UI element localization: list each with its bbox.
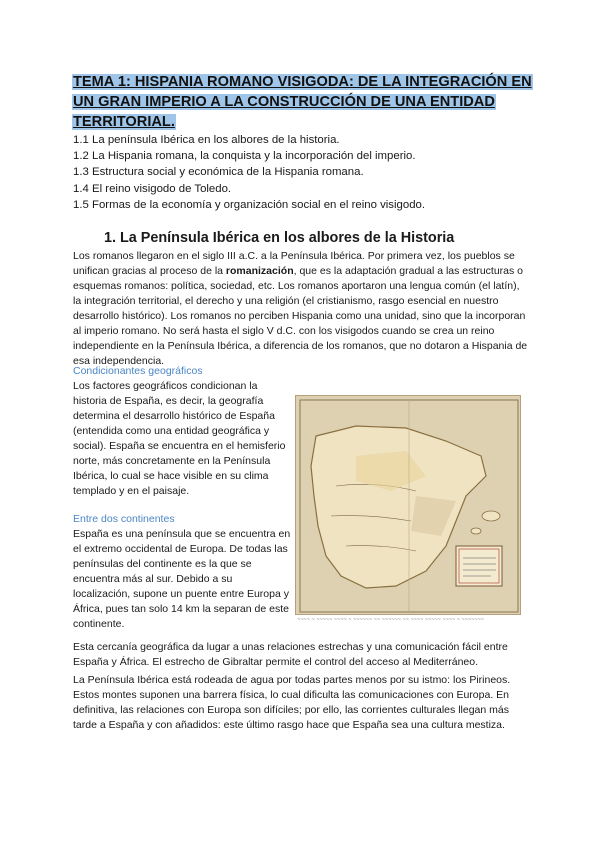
table-of-contents: [73, 132, 533, 213]
map-caption: ~~~~ ~ ~~~~~ ~~~~ ~ ~~~~~~ ~~ ~~~~~~ ~~ ~~~~ ~~~~~ ~~~~ ~ ~~~~~~~: [297, 617, 484, 623]
toc-item: 1.1 La península Ibérica en los albores de la historia.: [73, 134, 340, 146]
continents-continuation: Esta cercanía geográfica da lugar a unas relaciones estrechas y una comunicación fácil entre España y África. El estrecho de Gibraltar permite el control del acceso al Mediterráneo.: [73, 641, 508, 668]
isthmus-paragraph: La Península Ibérica está rodeada de agua por todas partes menos por su istmo: los Pirineos. Estos montes suponen una barrera física, lo cual dificulta las comunicaciones con Europa. En definitiva, las relaciones con Europa son difíciles; por ello, las corrientes culturales llegan más tarde a España y con añadidos: este último rasgo hace que España sea una cultura mestiza.: [73, 674, 511, 731]
toc-item: 1.4 El reino visigodo de Toledo.: [73, 182, 232, 195]
map-image: [295, 395, 521, 615]
intro-part2: , que es la adaptación gradual a las estructuras o esquemas romanos: política, sociedad, etc. Los romanos aportaron una lengua común (el latín), la integración territorial, el derecho y una religión (el cristianismo, rasgo esencial en nuestro desarrollo histórico). Los romanos no perciben Hispania como una unidad, sino que la incorporan al imperio romano. No será hasta el siglo V d.C. con los visigodos cuando se crea un reino independiente en la Península Ibérica, a diferencia de los romanos, que no dotaron a Hispania de esa independencia.: [73, 265, 528, 367]
iberia-map-illustration: [296, 396, 521, 615]
intro-bold-term: romanización: [225, 265, 294, 277]
toc-item: 1.3 Estructura social y económica de la Hispania romana.: [73, 166, 364, 179]
intro-paragraph: [73, 249, 529, 369]
title-highlight: TEMA 1: HISPANIA ROMANO VISIGODA: DE LA INTEGRACIÓN EN UN GRAN IMPERIO A LA CONSTRUCCIÓN DE UNA ENTIDAD TERRITORIAL.: [73, 74, 532, 130]
subheading-continents: Entre dos continentes: [73, 513, 175, 525]
toc-item: 1.5 Formas de la economía y organización social en el reino visigodo.: [73, 198, 426, 211]
intro-part1: Los romanos llegaron en el siglo III a.C. a la Península Ibérica. Por primera vez, los pueblos se unifican gracias al proceso de la: [73, 250, 515, 277]
section-title: 1. La Península Ibérica en los albores de la Historia: [104, 230, 455, 246]
geo-paragraph: Los factores geográficos condicionan la historia de España, es decir, la geografía determina el desarrollo histórico de España (entendida como una entidad geográfica y social). España se encuentra en el hemisferio norte, más concretamente en la Península Ibérica, lo cual se hace visible en su clima templado y en el paisaje.: [73, 380, 286, 497]
toc-item: 1.2 La Hispania romana, la conquista y la incorporación del imperio.: [73, 150, 416, 163]
continents-paragraph: España es una península que se encuentra en el extremo occidental de Europa. De todas las penínsulas del continente es la que se encuentra más al sur. Debido a su localización, supone un puente entre Europa y África, pues tan solo 14 km la separan de este continente.: [73, 528, 291, 630]
subheading-geographic: Condicionantes geográficos: [73, 365, 203, 377]
document-title: [72, 72, 532, 132]
